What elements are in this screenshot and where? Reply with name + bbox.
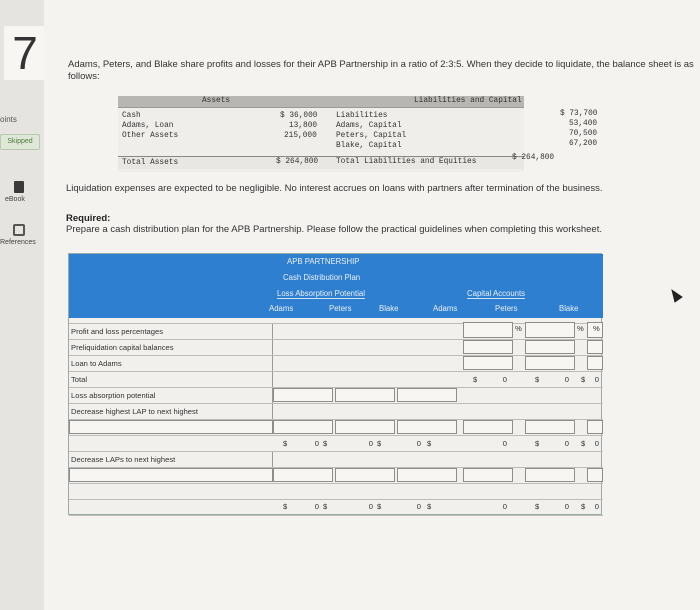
dl-blake-cap-input[interactable] xyxy=(587,468,603,482)
balance-sheet-totals xyxy=(118,156,524,169)
peters-pct-sign: % xyxy=(577,324,584,333)
liabilities-capital-header: Liabilities and Capital xyxy=(414,97,522,105)
dh-blake-lap-input[interactable] xyxy=(397,420,457,434)
row-label-decrease-highest: Decrease highest LAP to next highest xyxy=(71,407,198,416)
dh-blake-cap-input[interactable] xyxy=(587,420,603,434)
s2-peters-lap-dollar: $ xyxy=(323,502,328,511)
balance-sheet-header xyxy=(118,96,524,108)
s2-peters-cap-value: 0 xyxy=(564,502,569,511)
table-row xyxy=(69,372,603,388)
s1-adams-lap-value: 0 xyxy=(314,439,319,448)
total-le-label: Total Liabilities and Equities xyxy=(336,158,477,166)
s1-blake-lap-value: 0 xyxy=(416,439,421,448)
s2-adams-cap-dollar: $ xyxy=(427,502,432,511)
s2-adams-lap-value: 0 xyxy=(314,502,319,511)
s2-adams-lap-dollar: $ xyxy=(283,502,288,511)
peters-loan-input[interactable] xyxy=(525,356,575,370)
asset-loan-value: 13,800 xyxy=(289,122,318,130)
liquidation-note: Liquidation expenses are expected to be negligible. No interest accrues on loans with partners after termination of the business. xyxy=(66,183,603,194)
required-text: Prepare a cash distribution plan for the APB Partnership. Please follow the practical guidelines when completing this worksheet. xyxy=(66,224,602,235)
left-sidebar xyxy=(0,0,44,610)
worksheet-title: APB PARTNERSHIP xyxy=(287,257,360,266)
col-peters-lap: Peters xyxy=(329,304,352,313)
row-label-decrease-laps: Decrease LAPs to next highest xyxy=(71,455,176,464)
s1-blake-cap-dollar: $ xyxy=(581,439,586,448)
col-blake-capital: Blake xyxy=(559,304,579,313)
table-row xyxy=(69,452,603,468)
dh-peters-cap-input[interactable] xyxy=(525,420,575,434)
decrease-highest-desc-input[interactable] xyxy=(69,420,273,434)
row-label-pl-percentages: Profit and loss percentages xyxy=(71,327,164,336)
peters-preliq-input[interactable] xyxy=(525,340,575,354)
dh-adams-lap-input[interactable] xyxy=(273,420,333,434)
cash-distribution-worksheet xyxy=(68,253,602,515)
adams-loan-input[interactable] xyxy=(463,356,513,370)
blake-lap-input[interactable] xyxy=(397,388,457,402)
blake-pct-sign: % xyxy=(593,324,600,333)
col-peters-capital: Peters xyxy=(495,304,518,313)
worksheet-header xyxy=(69,254,603,318)
peters-pct-input[interactable] xyxy=(525,322,575,338)
table-row xyxy=(69,324,603,340)
s2-blake-lap-dollar: $ xyxy=(377,502,382,511)
ebook-icon[interactable] xyxy=(14,181,24,193)
s1-blake-lap-dollar: $ xyxy=(377,439,382,448)
mouse-cursor-icon xyxy=(667,286,683,302)
asset-cash-value: $ 36,000 xyxy=(280,112,318,120)
blake-preliq-input[interactable] xyxy=(587,340,603,354)
asset-cash-label: Cash xyxy=(122,112,141,120)
s1-adams-cap-value: 0 xyxy=(502,439,507,448)
s1-peters-lap-value: 0 xyxy=(368,439,373,448)
col-adams-capital: Adams xyxy=(433,304,458,313)
s1-adams-lap-dollar: $ xyxy=(283,439,288,448)
adams-lap-input[interactable] xyxy=(273,388,333,402)
col-adams-lap: Adams xyxy=(269,304,294,313)
peters-lap-input[interactable] xyxy=(335,388,395,402)
blake-capital-value: 67,200 xyxy=(569,140,598,148)
total-assets-value: $ 264,800 xyxy=(276,158,319,166)
total-adams-value: 0 xyxy=(502,375,507,384)
row-label-total: Total xyxy=(71,375,88,384)
lap-header: Loss Absorption Potential xyxy=(277,289,365,298)
adams-capital-value: 53,400 xyxy=(569,120,598,128)
s2-blake-cap-dollar: $ xyxy=(581,502,586,511)
worksheet-subtitle: Cash Distribution Plan xyxy=(283,273,361,282)
decrease-laps-desc-input[interactable] xyxy=(69,468,273,482)
peters-capital-value: 70,500 xyxy=(569,130,598,138)
assets-header: Assets xyxy=(202,97,231,105)
skipped-badge[interactable]: Skipped xyxy=(0,134,40,150)
total-le-value: $ 264,800 xyxy=(512,154,555,162)
blake-loan-input[interactable] xyxy=(587,356,603,370)
row-label-loan: Loan to Adams xyxy=(71,359,122,368)
required-label: Required: xyxy=(66,213,111,224)
asset-other-value: 215,000 xyxy=(284,132,317,140)
s2-adams-cap-value: 0 xyxy=(502,502,507,511)
question-content xyxy=(44,0,700,610)
table-row xyxy=(69,500,603,516)
dh-adams-cap-input[interactable] xyxy=(463,420,513,434)
table-row xyxy=(69,436,603,452)
s1-blake-cap-value: 0 xyxy=(594,439,599,448)
intro-text: Adams, Peters, and Blake share profits and losses for their APB Partnership in a ratio of 2:3:5. When they decide to liquidate, the balance sheet is as follows: xyxy=(68,59,694,82)
asset-other-label: Other Assets xyxy=(122,132,179,140)
adams-preliq-input[interactable] xyxy=(463,340,513,354)
liab-label: Liabilities xyxy=(336,112,388,120)
dl-peters-cap-input[interactable] xyxy=(525,468,575,482)
row-label-preliquidation: Preliquidation capital balances xyxy=(71,343,174,352)
dl-adams-lap-input[interactable] xyxy=(273,468,333,482)
s2-peters-cap-dollar: $ xyxy=(535,502,540,511)
total-peters-value: 0 xyxy=(564,375,569,384)
peters-capital-label: Peters, Capital xyxy=(336,132,407,140)
points-label: oints xyxy=(0,115,17,124)
balance-sheet xyxy=(118,96,598,172)
total-assets-label: Total Assets xyxy=(122,159,179,167)
total-peters-dollar: $ xyxy=(535,375,540,384)
s2-peters-lap-value: 0 xyxy=(368,502,373,511)
col-blake-lap: Blake xyxy=(379,304,399,313)
total-blake-value: 0 xyxy=(594,375,599,384)
capital-accounts-header: Capital Accounts xyxy=(467,289,526,298)
total-blake-dollar: $ xyxy=(581,375,586,384)
s1-peters-cap-value: 0 xyxy=(564,439,569,448)
question-number: 7 xyxy=(4,26,46,80)
s1-adams-cap-dollar: $ xyxy=(427,439,432,448)
references-icon[interactable] xyxy=(13,224,25,236)
total-adams-dollar: $ xyxy=(473,375,478,384)
adams-capital-label: Adams, Capital xyxy=(336,122,402,130)
references-link[interactable]: References xyxy=(0,239,36,246)
table-row xyxy=(69,484,603,500)
table-row xyxy=(69,340,603,356)
s2-blake-cap-value: 0 xyxy=(594,502,599,511)
ebook-link[interactable]: eBook xyxy=(5,196,25,203)
row-label-lap: Loss absorption potential xyxy=(71,391,156,400)
dl-peters-lap-input[interactable] xyxy=(335,468,395,482)
dl-blake-lap-input[interactable] xyxy=(397,468,457,482)
s2-blake-lap-value: 0 xyxy=(416,502,421,511)
adams-pct-sign: % xyxy=(515,324,522,333)
dl-adams-cap-input[interactable] xyxy=(463,468,513,482)
table-row xyxy=(69,404,603,420)
table-row xyxy=(69,356,603,372)
blake-capital-label: Blake, Capital xyxy=(336,142,402,150)
s1-peters-lap-dollar: $ xyxy=(323,439,328,448)
dh-peters-lap-input[interactable] xyxy=(335,420,395,434)
adams-pct-input[interactable] xyxy=(463,322,513,338)
s1-peters-cap-dollar: $ xyxy=(535,439,540,448)
liab-value: $ 73,700 xyxy=(560,110,598,118)
asset-loan-label: Adams, Loan xyxy=(122,122,174,130)
